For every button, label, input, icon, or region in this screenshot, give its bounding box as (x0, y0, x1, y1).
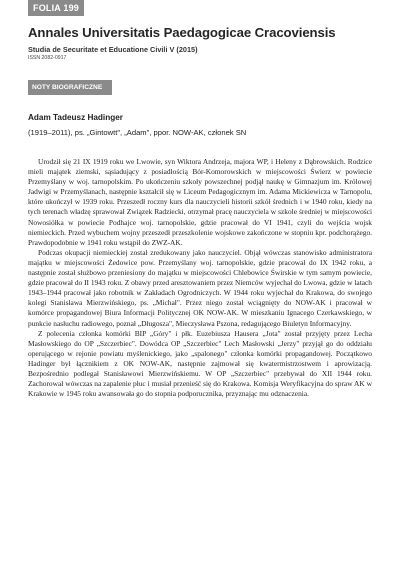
article-author: Adam Tadeusz Hadinger (28, 113, 123, 122)
section-label: NOTY BIOGRAFICZNE (28, 80, 112, 95)
paragraph: Podczas okupacji niemieckiej został zredukowany jako nauczyciel. Objął wówczas stanowisko administratora majątku w miejscowości Żedowice pow. Przemyślany woj. tarnopolskie, gdzie pracował do IX 1942 roku, a następnie został służbowo przeniesiony do majątku w miejscowości Chlebowice Świrskie w tym samym powiecie, gdzie pracował do II 1943 roku. Z obawy przed aresztowaniem przez Niemców wyjechał do Lwowa, gdzie w latach 1943–1944 pracował jako robotnik w Zakładach Ogrodniczych. W 1944 roku wyjechał do Krakowa, do swojego kolegi Stanisława Mierzwińskiego, ps. „Michał". Przez niego został wciągnięty do NOW-AK i pracował w komórce propagandowej Biura Informacji Politycznej OK NOW-AK. W mieszkaniu Ignacego Czerkawskiego, w punkcie nasłuchu radiowego, poznał „Długosza", Mieczysława Pszona, redagującego Biuletyn Informacyjny. (28, 247, 372, 328)
folia-badge: FOLIA 199 (28, 0, 84, 16)
paragraph: Z polecenia członka komórki BIP „Góry" i płk. Euzebiusza Hausera „Jota" został przyjęty przez Lecha Masłowskiego do OP „Szczerbiec". Dowódca OP „Szczerbiec" Lech Masłowski „Jerzy" przyjął go do oddziału operującego w rejonie powiatu myślenickiego, jako „spalonego" członka komórki propagandowej. Początkowo Hadinger był łącznikiem z OK NOW-AK, następnie zajmował się kwatermistrzostwem i aprowizacją. Bezpośrednio podlegał Stanisławowi Mierzwińskiemu. W OP „Szczerbiec" przebywał do XII 1944 roku. Zachorował wówczas na zapalenie płuc i musiał przenieść się do Krakowa. Komisja Weryfikacyjna do spraw AK w Krakowie w 1945 roku awansowała go do stopnia podporucznika, przyznając mu odznaczenia. (28, 328, 372, 399)
article-subtitle: (1919–2011), ps. „Gintowtt", „Adam", ppor. NOW-AK, członek SN (28, 128, 247, 137)
paragraph: Urodził się 21 IX 1919 roku we Lwowie, syn Wiktora Andrzeja, majora WP, i Heleny z Dąbrowskich. Rodzice mieli majątek ziemski, sąsiadujący z posiadłością Bór-Komorowskich w miejscowości Świerz w powiecie Przemyślany w woj. tarnopolskim. Po ukończeniu szkoły powszechnej podjął naukę w Gimnazjum im. Królowej Jadwigi w Przemyślanach, następnie kształcił się w Liceum Pedagogicznym im. Adama Mickiewicza w Tarnopolu, które ukończył w 1939 roku. Przeszedł roczny kurs dla nauczycieli historii szkół średnich i w 1940 roku, kiedy na tych terenach władzę sprawował Związek Radziecki, otrzymał pracę nauczyciela w szkole średniej w miejscowości Nowosiółka w powiecie Podhajce woj. tarnopolskie, gdzie pracował do VI 1941, czyli do wejścia wojsk niemieckich. Przed wybuchem wojny przeszedł przeszkolenie wojskowe zakończone w stopniu kpr. podchorążego. Prawdopodobnie w 1941 roku wstąpił do ZWZ-AK. (28, 157, 372, 247)
journal-title: Annales Universitatis Paedagogicae Cracoviensis (28, 25, 336, 40)
issn-number: ISSN 2082-0917 (28, 55, 67, 61)
series-title: Studia de Securitate et Educatione Civili V (2015) (28, 45, 198, 54)
article-body (28, 157, 372, 399)
